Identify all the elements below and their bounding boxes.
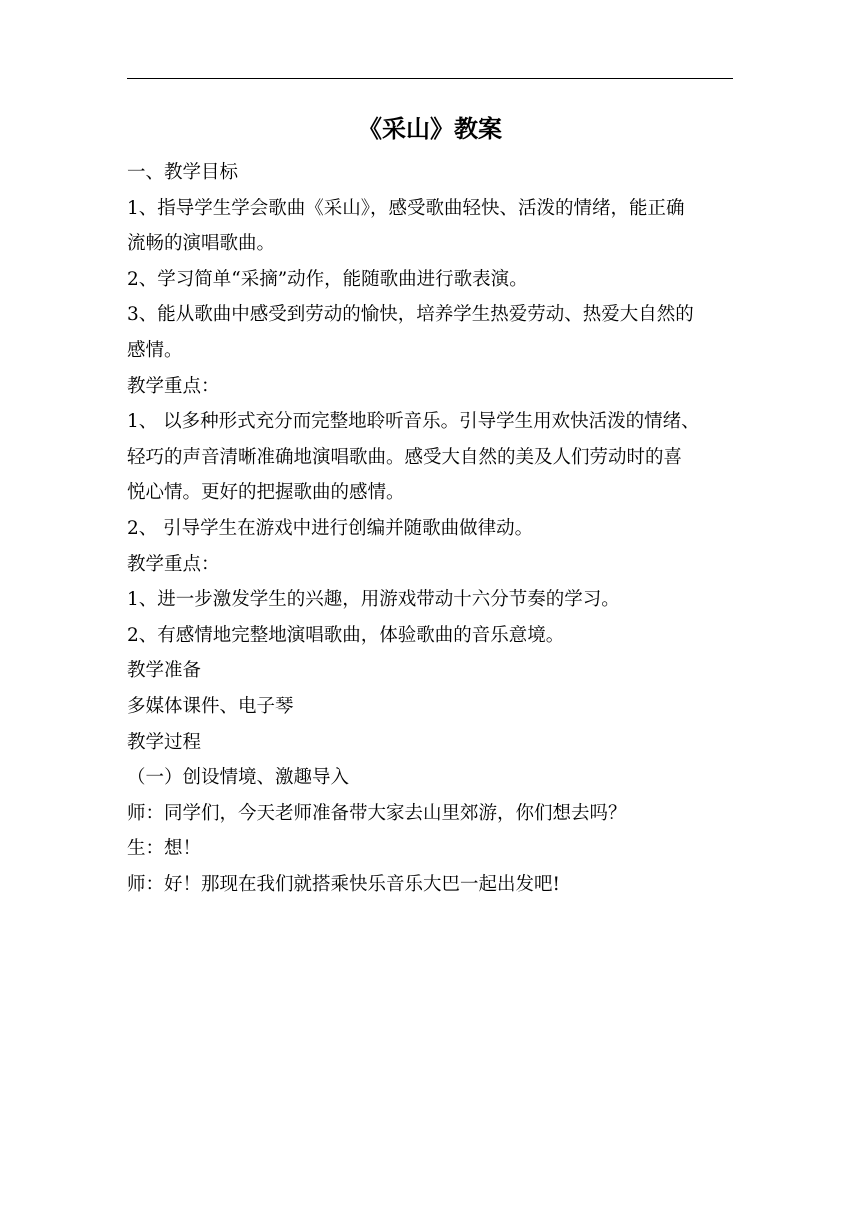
text-line: 教学重点： [127,553,220,575]
paragraph [127,511,733,547]
text-line: 教学重点： [127,375,220,397]
header-rule [127,78,733,79]
text-line: 1、 以多种形式充分而完整地聆听音乐。引导学生用欢快活泼的情绪、 [127,411,700,433]
text-line: 悦心情。更好的把握歌曲的感情。 [127,482,405,504]
text-line: 1、进一步激发学生的兴趣，用游戏带动十六分节奏的学习。 [127,589,620,611]
paragraph [127,725,733,761]
paragraph [127,796,733,832]
text-line: 2、 引导学生在游戏中进行创编并随歌曲做律动。 [127,517,534,539]
text-line: 生：想！ [127,838,202,860]
paragraph [127,582,733,618]
text-line: （一）创设情境、激趣导入 [127,767,350,789]
paragraph [127,262,733,298]
paragraph [127,404,733,511]
paragraph [127,191,733,262]
text-line: 多媒体课件、电子琴 [127,695,294,717]
text-line: 轻巧的声音清晰准确地演唱歌曲。感受大自然的美及人们劳动时的喜 [127,446,683,468]
text-line: 流畅的演唱歌曲。 [127,233,276,255]
paragraph [127,297,733,368]
text-line: 2、学习简单“采摘”动作，能随歌曲进行歌表演。 [127,268,528,290]
paragraph [127,653,733,689]
document-title: 《采山》教案 [358,114,502,143]
paragraph [127,618,733,654]
paragraph [127,547,733,583]
document-body [127,155,733,902]
text-line: 师：同学们，今天老师准备带大家去山里郊游，你们想去吗？ [127,802,627,824]
text-line: 3、能从歌曲中感受到劳动的愉快，培养学生热爱劳动、热爱大自然的 [127,304,694,326]
paragraph [127,155,733,191]
text-line: 师：好！那现在我们就搭乘快乐音乐大巴一起出发吧! [127,873,560,895]
text-line: 感情。 [127,339,183,361]
text-line: 2、有感情地完整地演唱歌曲，体验歌曲的音乐意境。 [127,624,565,646]
paragraph [127,369,733,405]
paragraph [127,689,733,725]
text-line: 教学过程 [127,731,202,753]
text-line: 1、指导学生学会歌曲《采山》，感受歌曲轻快、活泼的情绪，能正确 [127,197,685,219]
text-line: 教学准备 [127,660,202,682]
paragraph [127,867,733,903]
paragraph [127,831,733,867]
text-line: 一、教学目标 [127,162,239,183]
paragraph [127,760,733,796]
